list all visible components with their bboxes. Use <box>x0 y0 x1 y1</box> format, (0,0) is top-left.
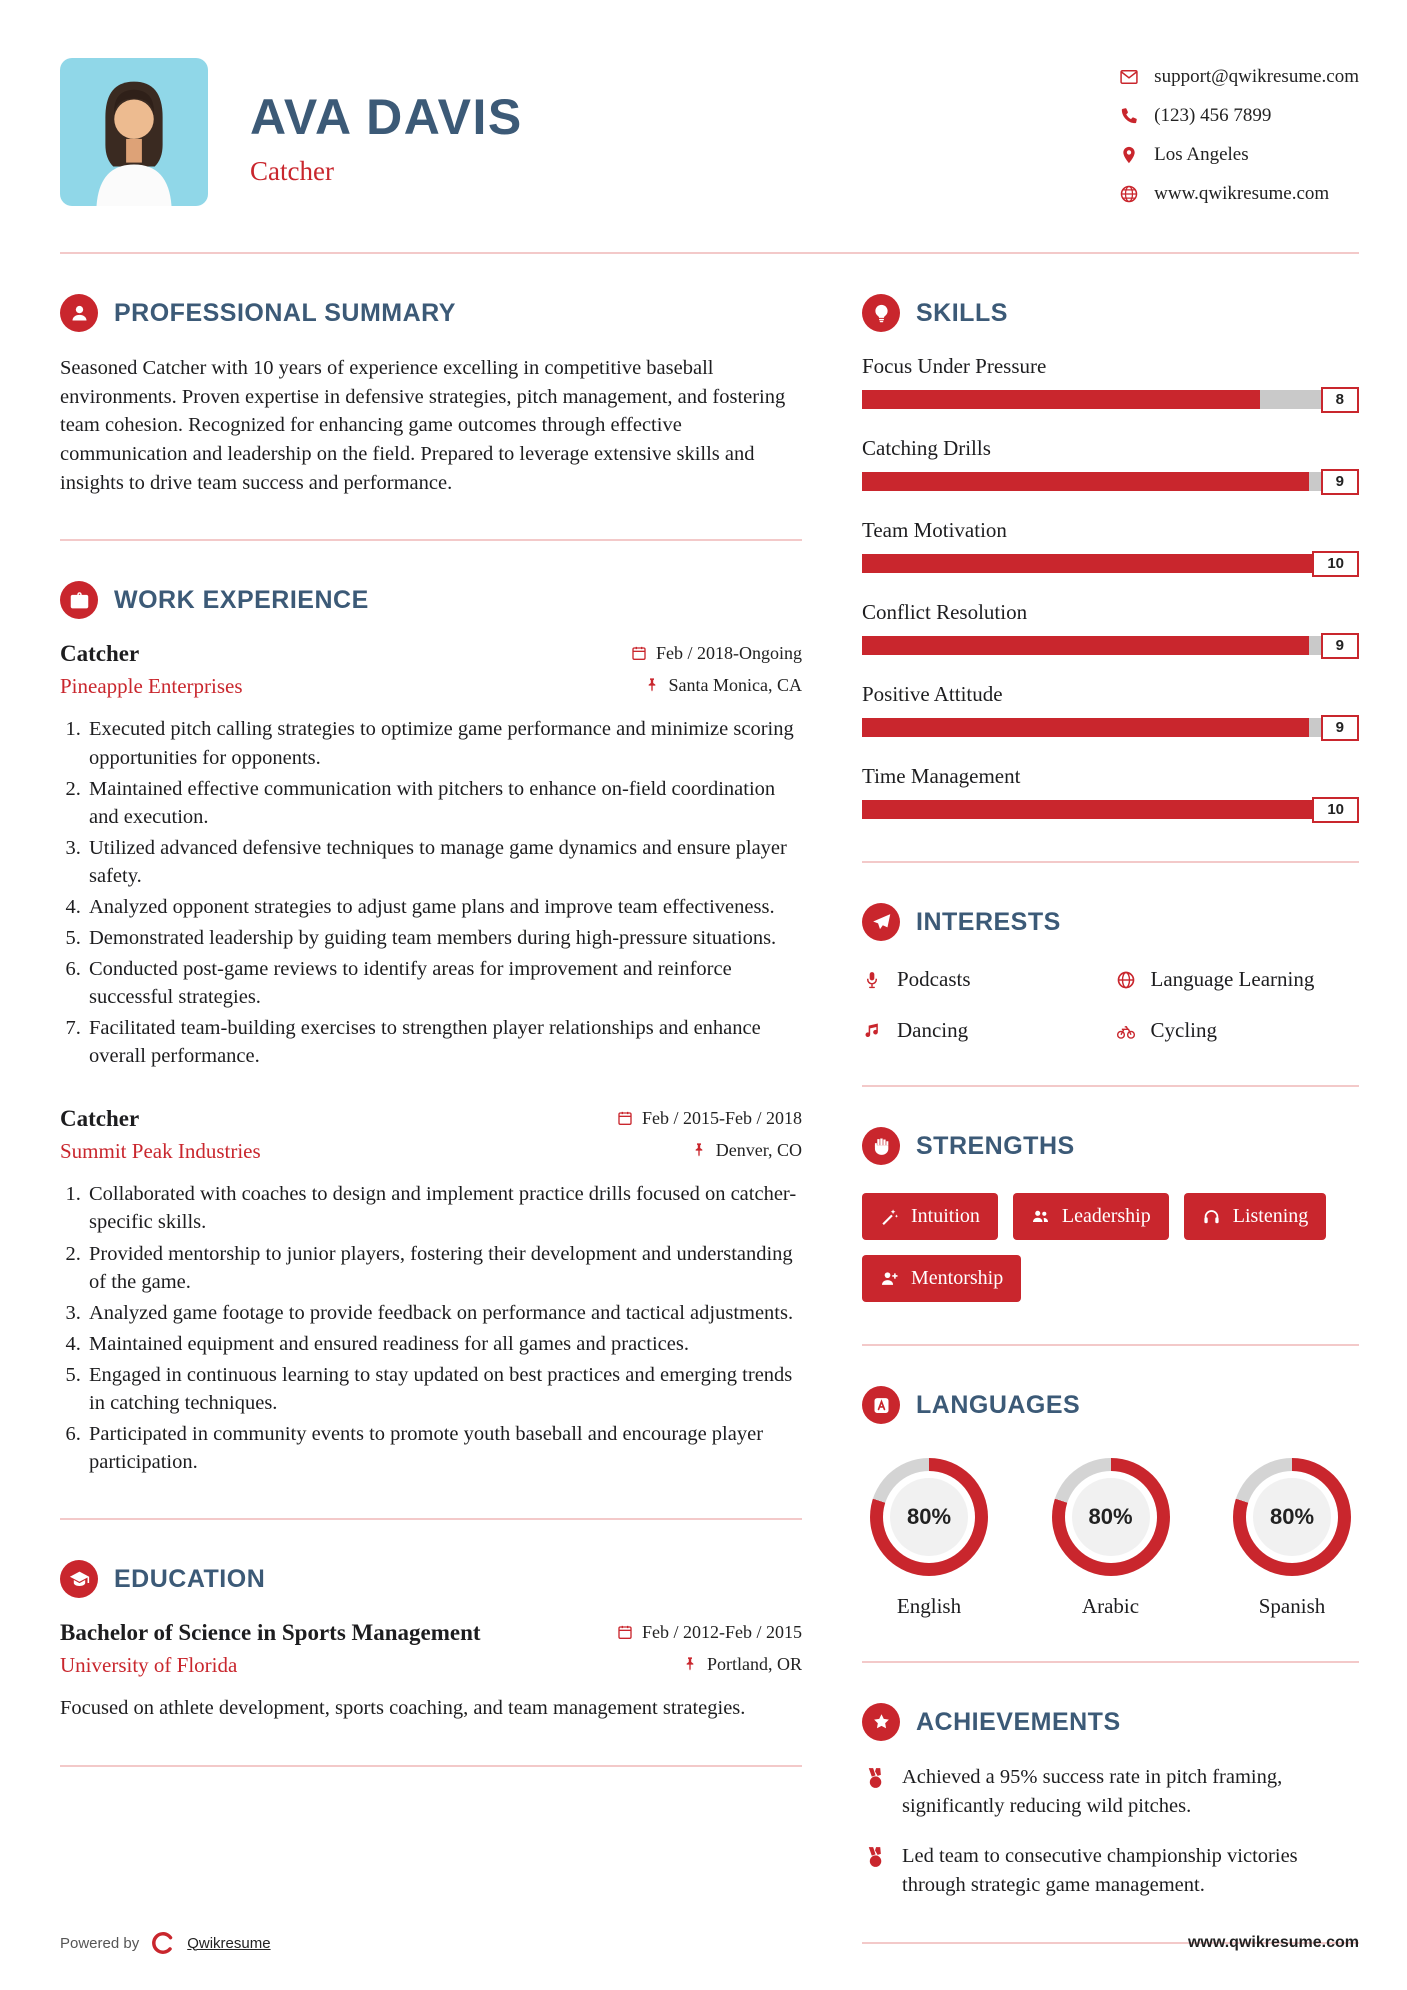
qwikresume-link[interactable]: Qwikresume <box>187 1934 271 1952</box>
calendar-icon <box>617 1110 633 1126</box>
skill-bar-fill <box>862 718 1309 737</box>
achievement-text: Led team to consecutive championship victories through strategic game management. <box>902 1845 1298 1897</box>
contact-list <box>1119 58 1359 222</box>
skill-item <box>862 764 1359 819</box>
skill-name: Team Motivation <box>862 518 1007 542</box>
section-professional-summary <box>60 254 802 497</box>
skill-name: Focus Under Pressure <box>862 354 1047 378</box>
globe-icon <box>1116 970 1136 990</box>
skills-heading-row <box>862 294 1359 332</box>
job-bullet-list <box>60 1180 802 1476</box>
job-entry <box>60 641 802 1070</box>
donut-inner <box>1072 1478 1150 1556</box>
interest-item <box>1116 967 1360 992</box>
work-heading: WORK EXPERIENCE <box>114 585 369 614</box>
summary-heading: PROFESSIONAL SUMMARY <box>114 298 456 327</box>
left-column <box>60 254 802 1767</box>
job-bullet: 5. Demonstrated leadership by guiding team members during high-pressure situations. <box>86 924 802 952</box>
skill-item <box>862 600 1359 655</box>
job-bullet-list <box>60 715 802 1070</box>
strength-chip <box>1184 1193 1327 1240</box>
job-title: Catcher <box>60 1106 140 1132</box>
interest-label: Dancing <box>897 1018 969 1042</box>
job-header <box>60 641 802 699</box>
contact-email[interactable] <box>1119 66 1359 88</box>
skill-bar-fill <box>862 554 1359 573</box>
skill-bar-fill <box>862 800 1359 819</box>
job-company: Pineapple Enterprises <box>60 674 243 699</box>
location-icon <box>1119 145 1139 165</box>
achievements-heading: ACHIEVEMENTS <box>916 1707 1121 1736</box>
skill-value-badge: 10 <box>1312 797 1359 823</box>
phone-icon <box>1119 106 1139 126</box>
languages-heading: LANGUAGES <box>916 1390 1081 1419</box>
section-achievements <box>862 1663 1359 1900</box>
headphones-icon <box>1202 1207 1221 1226</box>
work-heading-row <box>60 581 802 619</box>
skill-value-badge: 9 <box>1321 469 1359 495</box>
globe-icon <box>1119 184 1139 204</box>
language-name: Arabic <box>1081 1594 1140 1618</box>
contact-location-text: Los Angeles <box>1154 144 1249 165</box>
education-degree: Bachelor of Science in Sports Management <box>60 1620 481 1646</box>
skill-value-badge: 9 <box>1321 715 1359 741</box>
candidate-name: AVA DAVIS <box>250 89 523 145</box>
translate-icon <box>862 1386 900 1424</box>
medal-icon <box>862 1845 887 1870</box>
strength-chip <box>862 1255 1021 1302</box>
donut-hole <box>1065 1471 1157 1563</box>
section-skills <box>862 254 1359 819</box>
job-bullet: 2. Provided mentorship to junior players, fostering their development and understanding of the game. <box>86 1240 802 1296</box>
language-donut <box>1052 1458 1170 1576</box>
job-header <box>60 1106 802 1164</box>
music-note-icon <box>862 1021 882 1041</box>
summary-text: Seasoned Catcher with 10 years of experience excelling in competitive baseball environments. Proven expertise in defensive strategies, pitch management, and fostering team cohesion. Recognized for enhancing game outcomes through effective communication and leadership on the field. Prepared to leverage extensive skills and insights to drive team success and performance. <box>60 357 786 494</box>
job-bullet: 7. Facilitated team-building exercises to strengthen player relationships and enhance overall performance. <box>86 1014 802 1070</box>
languages-row <box>862 1446 1359 1619</box>
donut-inner <box>890 1478 968 1556</box>
skill-bar-fill <box>862 390 1260 409</box>
achievement-item <box>862 1842 1359 1899</box>
donut-hole <box>1246 1471 1338 1563</box>
job-location <box>691 1140 802 1161</box>
skill-item <box>862 436 1359 491</box>
interest-label: Language Learning <box>1150 967 1315 991</box>
graduation-cap-icon <box>60 1560 98 1598</box>
strengths-heading-row <box>862 1127 1359 1165</box>
candidate-title: Catcher <box>250 156 334 186</box>
powered-by <box>60 1930 271 1956</box>
skill-item <box>862 682 1359 737</box>
skill-name: Conflict Resolution <box>862 600 1028 624</box>
job-location-text: Denver, CO <box>715 1139 802 1160</box>
language-item <box>1052 1458 1170 1619</box>
language-percent: 80% <box>906 1504 952 1529</box>
identity-block <box>250 58 523 187</box>
medal-icon <box>862 1766 887 1791</box>
language-item <box>1233 1458 1351 1619</box>
pushpin-icon <box>644 677 660 693</box>
language-percent: 80% <box>1088 1504 1133 1529</box>
section-work-experience <box>60 541 802 1476</box>
section-strengths <box>862 1087 1359 1302</box>
job-company: Summit Peak Industries <box>60 1139 261 1164</box>
content-columns <box>0 254 1407 1944</box>
star-icon <box>862 1703 900 1741</box>
languages-heading-row <box>862 1386 1359 1424</box>
skills-heading: SKILLS <box>916 298 1008 327</box>
language-item <box>870 1458 988 1619</box>
job-bullet: 6. Participated in community events to promote youth baseball and encourage player participation. <box>86 1420 802 1476</box>
wand-icon <box>880 1207 899 1226</box>
achievements-heading-row <box>862 1703 1359 1741</box>
education-heading-row <box>60 1560 802 1598</box>
language-donut <box>1233 1458 1351 1576</box>
interests-grid <box>862 963 1359 1043</box>
donut-inner <box>1253 1478 1331 1556</box>
group-icon <box>1031 1207 1050 1226</box>
strength-label: Mentorship <box>911 1267 1004 1289</box>
education-heading: EDUCATION <box>114 1564 266 1593</box>
skill-name: Catching Drills <box>862 436 991 460</box>
contact-email-text: support@qwikresume.com <box>1154 66 1359 87</box>
calendar-icon <box>631 645 647 661</box>
job-bullet: 4. Analyzed opponent strategies to adjust game plans and improve team effectiveness. <box>86 893 802 921</box>
user-plus-icon <box>880 1269 899 1288</box>
paper-plane-icon <box>862 903 900 941</box>
job-bullet: 2. Maintained effective communication with pitchers to enhance on-field coordination and execution. <box>86 775 802 831</box>
job-location <box>644 675 802 696</box>
job-dates <box>631 643 802 664</box>
email-icon <box>1119 67 1139 87</box>
donut-hole <box>883 1471 975 1563</box>
job-title: Catcher <box>60 641 140 667</box>
footer-website[interactable]: www.qwikresume.com <box>1187 1934 1359 1951</box>
pushpin-icon <box>682 1656 698 1672</box>
interest-label: Cycling <box>1150 1018 1217 1042</box>
skill-bar <box>862 718 1359 737</box>
skill-name: Positive Attitude <box>862 682 1003 706</box>
education-school: University of Florida <box>60 1653 238 1678</box>
calendar-icon <box>617 1624 633 1640</box>
contact-website-text: www.qwikresume.com <box>1154 183 1330 204</box>
right-column <box>862 254 1359 1944</box>
job-bullet: 3. Analyzed game footage to provide feedback on performance and tactical adjustments. <box>86 1299 802 1327</box>
skill-bar <box>862 390 1359 409</box>
fist-icon <box>862 1127 900 1165</box>
job-location-text: Santa Monica, CA <box>668 674 802 695</box>
strength-label: Leadership <box>1061 1205 1151 1227</box>
strength-chip <box>862 1193 998 1240</box>
job-bullet: 6. Conducted post-game reviews to identify areas for improvement and reinforce successful strategies. <box>86 955 802 1011</box>
skill-value-badge: 10 <box>1312 551 1359 577</box>
contact-phone[interactable] <box>1119 105 1359 127</box>
avatar <box>60 58 208 206</box>
job-dates-text: Feb / 2015-Feb / 2018 <box>642 1107 802 1128</box>
bicycle-icon <box>1116 1021 1136 1041</box>
skill-bar <box>862 554 1359 573</box>
section-interests <box>862 863 1359 1043</box>
section-education <box>60 1520 802 1723</box>
language-donut <box>870 1458 988 1576</box>
strength-label: Intuition <box>911 1205 980 1227</box>
interests-heading-row <box>862 903 1359 941</box>
pushpin-icon <box>691 1142 707 1158</box>
skill-bar <box>862 472 1359 491</box>
section-divider <box>60 1765 802 1767</box>
interest-item <box>862 1018 1106 1043</box>
education-header <box>60 1620 802 1678</box>
interest-label: Podcasts <box>897 967 971 991</box>
language-percent: 80% <box>1269 1504 1315 1529</box>
lightbulb-icon <box>862 294 900 332</box>
summary-heading-row <box>60 294 802 332</box>
education-dates <box>617 1622 802 1643</box>
achievement-item <box>862 1763 1359 1820</box>
strength-chips <box>862 1187 1359 1302</box>
education-location <box>682 1654 802 1675</box>
contact-phone-text: (123) 456 7899 <box>1154 105 1272 126</box>
strength-chip <box>1013 1193 1169 1240</box>
job-bullet: 3. Utilized advanced defensive techniques to manage game dynamics and ensure player safety. <box>86 834 802 890</box>
person-icon <box>60 294 98 332</box>
powered-by-label: Powered by <box>60 1934 140 1952</box>
profile-photo <box>60 58 208 206</box>
briefcase-icon <box>60 581 98 619</box>
skill-bar-fill <box>862 472 1309 491</box>
interests-heading: INTERESTS <box>916 907 1061 936</box>
qwikresume-logo-icon <box>150 1930 176 1956</box>
skill-value-badge: 9 <box>1321 633 1359 659</box>
interest-item <box>1116 1018 1360 1043</box>
job-bullet: 1. Executed pitch calling strategies to optimize game performance and minimize scoring opportunities for opponents. <box>86 715 802 771</box>
section-languages <box>862 1346 1359 1619</box>
achievement-text: Achieved a 95% success rate in pitch framing, significantly reducing wild pitches. <box>902 1766 1283 1817</box>
job-bullet: 4. Maintained equipment and ensured readiness for all games and practices. <box>86 1330 802 1358</box>
language-name: Spanish <box>1258 1594 1326 1618</box>
strengths-heading: STRENGTHS <box>916 1131 1075 1160</box>
skill-item <box>862 354 1359 409</box>
skill-item <box>862 518 1359 573</box>
footer <box>60 1930 1359 1956</box>
job-dates <box>617 1108 802 1129</box>
microphone-icon <box>862 970 882 990</box>
skill-bar-fill <box>862 636 1309 655</box>
contact-website[interactable] <box>1119 183 1359 205</box>
header <box>0 0 1407 222</box>
education-location-text: Portland, OR <box>706 1653 802 1674</box>
job-bullet: 1. Collaborated with coaches to design and implement practice drills focused on catcher-specific skills. <box>86 1180 802 1236</box>
contact-location <box>1119 144 1359 166</box>
skill-bar <box>862 636 1359 655</box>
job-bullet: 5. Engaged in continuous learning to stay updated on best practices and emerging trends in catching techniques. <box>86 1361 802 1417</box>
education-dates-text: Feb / 2012-Feb / 2015 <box>642 1621 802 1642</box>
language-name: English <box>896 1594 962 1618</box>
job-entry <box>60 1106 802 1476</box>
interest-item <box>862 967 1106 992</box>
job-dates-text: Feb / 2018-Ongoing <box>656 642 802 663</box>
skill-name: Time Management <box>862 764 1021 788</box>
education-description: Focused on athlete development, sports coaching, and team management strategies. <box>60 1697 746 1720</box>
skill-value-badge: 8 <box>1321 387 1359 413</box>
skill-bar <box>862 800 1359 819</box>
strength-label: Listening <box>1232 1205 1309 1227</box>
